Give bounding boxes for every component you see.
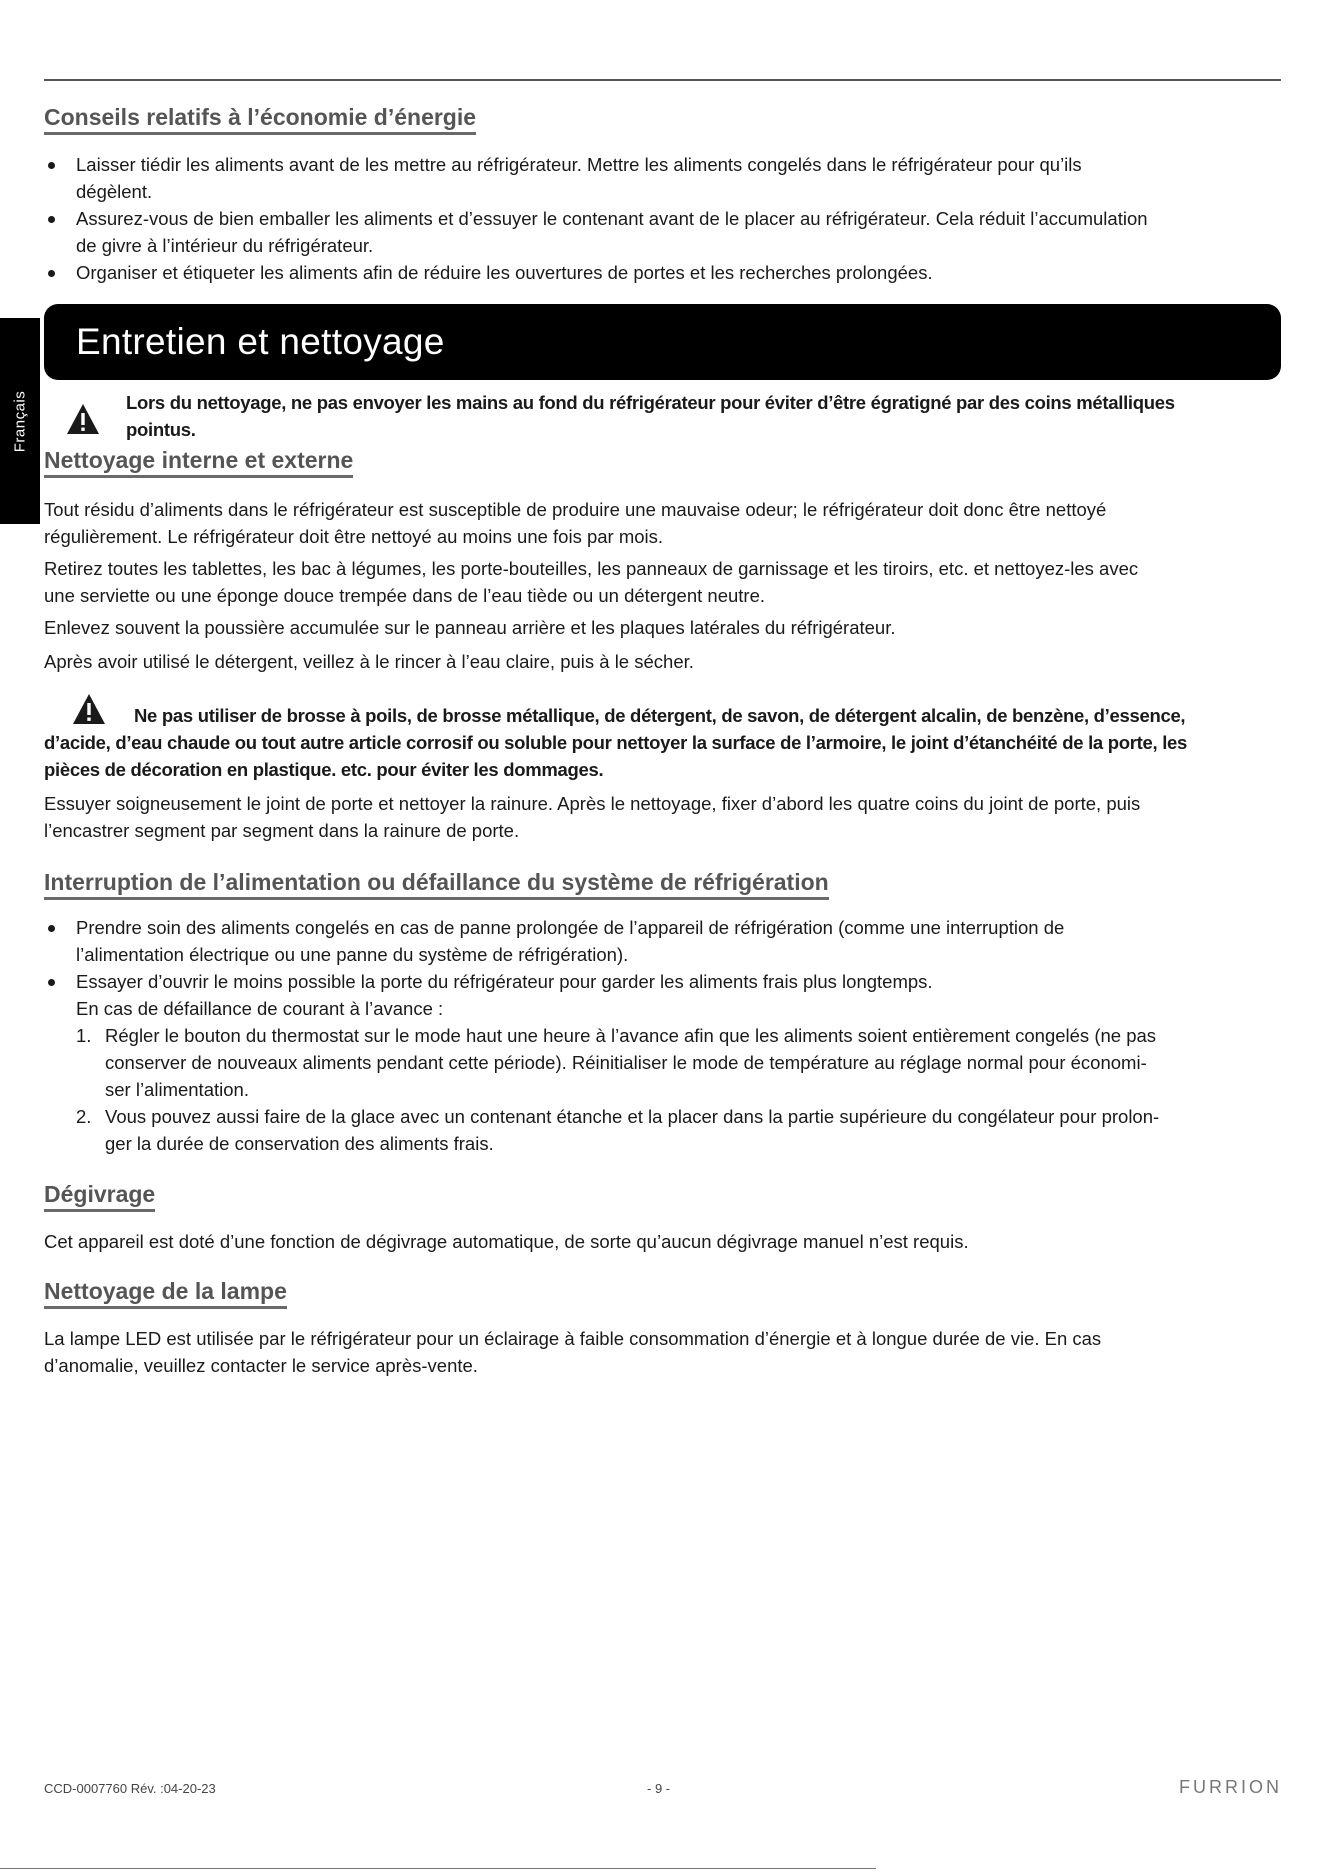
list-item: Prendre soin des aliments congelés en cas de panne prolongée de l’appareil de réfrigération (comme une interruption de l’alimentation électrique ou une panne du système de réfrigération). (44, 914, 1284, 968)
list-item: Laisser tiédir les aliments avant de les mettre au réfrigérateur. Mettre les aliments congelés dans le réfrigérateur pour qu’ils dégèlent. (44, 151, 1284, 205)
list-item: Organiser et étiqueter les aliments afin de réduire les ouvertures de portes et les recherches prolongées. (44, 259, 1284, 286)
outage-list (44, 914, 1284, 1157)
top-divider (44, 79, 1281, 81)
language-side-tab (0, 318, 40, 524)
list-item: 2. Vous pouvez aussi faire de la glace avec un contenant étanche et la placer dans la partie supérieure du congélateur pour prolon- ger la durée de conservation des aliments frais. (76, 1106, 1160, 1154)
warning-icon (66, 403, 100, 435)
brand-logo: FURRION (1179, 1777, 1282, 1797)
list-item: Assurez-vous de bien emballer les aliments et d’essuyer le contenant avant de le placer au réfrigérateur. Cela réduit l’accumulation de givre à l’intérieur du réfrigérateur. (44, 205, 1284, 259)
banner-title: Entretien et nettoyage (76, 321, 445, 362)
page-number: - 9 - (647, 1781, 671, 1796)
list-item: 1. Régler le bouton du thermostat sur le mode haut une heure à l’avance afin que les aliments soient entièrement congelés (ne pas conserver de nouveaux aliments pendant cette période). Réinitialiser le mode de température au réglage normal pour économi- ser l’alimentation. (76, 1025, 1157, 1100)
energy-tips-title: Conseils relatifs à l’économie d’énergie (44, 103, 476, 135)
lamp-paragraph: La lampe LED est utilisée par le réfrigérateur pour un éclairage à faible consommation d’énergie et à longue durée de vie. En cas d’anomalie, veuillez contacter le service après-vente. (44, 1328, 1102, 1376)
cleaning-paragraph-2: Retirez toutes les tablettes, les bac à légumes, les porte-bouteilles, les panneaux de garnissage et les tiroirs, etc. et nettoyez-les avec une serviette ou une éponge douce trempée dans de l’eau tiède ou un détergent neutre. (44, 558, 1139, 606)
section-banner (44, 304, 1281, 380)
cleaning-title: Nettoyage interne et externe (44, 446, 353, 478)
outage-title: Interruption de l’alimentation ou défaillance du système de réfrigération (44, 868, 829, 900)
warning-chemicals: Ne pas utiliser de brosse à poils, de brosse métallique, de détergent, de savon, de détergent alcalin, de benzène, d’essence, d’acide, d’eau chaude ou tout autre article corrosif ou soluble pour nettoyer la surface de l’armoire, le joint d’étanchéité de la porte, les pièces de décoration en plastique. etc. pour éviter les dommages. (44, 705, 1188, 780)
cleaning-paragraph-3: Enlevez souvent la poussière accumulée sur le panneau arrière et les plaques latérales du réfrigérateur. (44, 617, 896, 638)
list-item: Essayer d’ouvrir le moins possible la porte du réfrigérateur pour garder les aliments frais plus longtemps. En cas de défaillance de courant à l’avance : 1. Régler le bouton du thermostat sur le mode haut une heure à l’avance afin que les aliments soient entièrement congelés (ne pas conserver de nouveaux aliments pendant cette période). Réinitialiser le mode de température au réglage normal pour économi- ser l’alimentation. 2. Vous pouvez aussi faire de la glace avec un contenant étanche et la placer dans la partie supérieure du congélateur pour prolon- ger la durée de conservation des aliments frais. (44, 968, 1284, 1157)
cleaning-paragraph-1: Tout résidu d’aliments dans le réfrigérateur est susceptible de produire une mauvaise odeur; le réfrigérateur doit donc être nettoyé régulièrement. Le réfrigérateur doit être nettoyé au moins une fois par mois. (44, 499, 1107, 547)
defrost-title: Dégivrage (44, 1180, 155, 1212)
cleaning-paragraph-4: Après avoir utilisé le détergent, veillez à le rincer à l’eau claire, puis à le sécher. (44, 651, 694, 672)
warning-hands: Lors du nettoyage, ne pas envoyer les mains au fond du réfrigérateur pour éviter d’être égratigné par des coins métalliques pointus. (126, 392, 1175, 440)
door-seal-paragraph: Essuyer soigneusement le joint de porte et nettoyer la rainure. Après le nettoyage, fixer d’abord les quatre coins du joint de porte, puis l’encastrer segment par segment dans la rainure de porte. (44, 793, 1141, 841)
lamp-title: Nettoyage de la lampe (44, 1277, 287, 1309)
outage-steps (76, 1022, 1284, 1157)
bottom-divider (0, 1868, 876, 1869)
energy-tips-list (44, 151, 1284, 286)
language-label: Français (11, 390, 29, 452)
document-id: CCD-0007760 Rév. :04-20-23 (44, 1781, 216, 1796)
defrost-paragraph: Cet appareil est doté d’une fonction de dégivrage automatique, de sorte qu’aucun dégivrage manuel n’est requis. (44, 1231, 969, 1252)
